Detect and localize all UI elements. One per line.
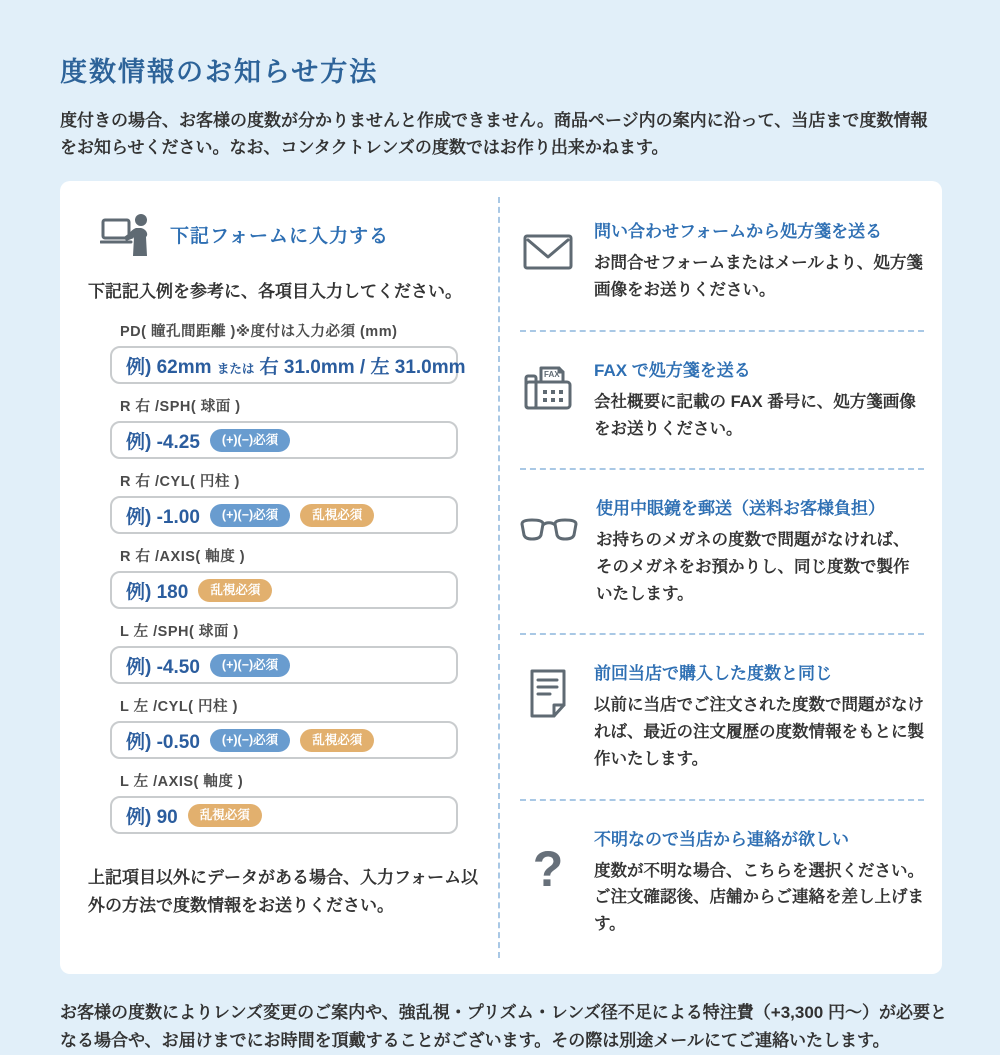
- method-fax: [520, 332, 924, 470]
- astigmatism-required-badge: 乱視必須: [188, 804, 262, 827]
- example-value: 例) -4.50: [126, 656, 200, 678]
- field-label: L 左 /SPH( 球面 ): [120, 624, 239, 641]
- example-value: 例) -4.25: [126, 431, 200, 453]
- pd-input[interactable]: [110, 346, 466, 384]
- method-text: 以前に当店でご注文された度数で問題がなければ、最近の注文履歴の度数情報をもとに製作いたします。: [594, 696, 924, 768]
- methods-column: [500, 181, 942, 973]
- example-value: 例) 180: [126, 581, 189, 603]
- method-text: 度数が不明な場合、こちらを選択ください。ご注文確認後、店舗からご連絡を差し上げます。: [594, 861, 924, 933]
- form-note: 上記項目以外にデータがある場合、入力フォーム以外の方法で度数情報をお送りください。: [88, 868, 479, 915]
- form-header: [100, 211, 500, 257]
- field-label: L 左 /CYL( 円柱 ): [120, 699, 238, 716]
- astigmatism-required-badge: 乱視必須: [300, 504, 374, 527]
- page-title: 度数情報のお知らせ方法: [60, 57, 379, 87]
- person-at-computer-icon: [100, 211, 154, 257]
- plus-minus-required-badge: (+)(−)必須: [210, 429, 290, 452]
- field-label: R 右 /CYL( 円柱 ): [120, 474, 240, 491]
- example-value: 例) 90: [126, 806, 178, 828]
- l-cyl-input[interactable]: [110, 721, 458, 759]
- r-cyl-input[interactable]: [110, 496, 458, 534]
- l-sph-input[interactable]: [110, 646, 458, 684]
- field-pd: [110, 320, 466, 384]
- form-fields: [110, 320, 466, 834]
- glasses-icon: [520, 494, 578, 607]
- form-example-column: [60, 181, 500, 973]
- method-previous-order: [520, 635, 924, 800]
- field-l-cyl: [110, 695, 458, 759]
- question-icon: ?: [532, 840, 564, 897]
- field-label: L 左 /AXIS( 軸度 ): [120, 774, 244, 791]
- example-value: 例) -1.00: [126, 506, 200, 528]
- svg-text:FAX: FAX: [544, 369, 560, 379]
- example-value: 例) -0.50: [126, 731, 200, 753]
- plus-minus-required-badge: (+)(−)必須: [210, 729, 290, 752]
- r-sph-input[interactable]: [110, 421, 458, 459]
- r-axis-input[interactable]: [110, 571, 458, 609]
- plus-minus-required-badge: (+)(−)必須: [210, 654, 290, 677]
- method-title: 問い合わせフォームから処方箋を送る: [594, 222, 883, 242]
- field-r-sph: [110, 395, 458, 459]
- fax-icon: [520, 356, 576, 442]
- method-text: お持ちのメガネの度数で問題がなければ、そのメガネをお預かりし、同じ度数で製作いたします。: [596, 531, 910, 603]
- intro-text: 度付きの場合、お客様の度数が分かりませんと作成できません。商品ページ内の案内に沿って、当店まで度数情報をお知らせください。なお、コンタクトレンズの度数ではお作り出来かねます。: [60, 111, 928, 158]
- field-label: PD( 瞳孔間距離 )※度付は入力必須 (mm): [120, 324, 398, 341]
- plus-minus-required-badge: (+)(−)必須: [210, 504, 290, 527]
- astigmatism-required-badge: 乱視必須: [300, 729, 374, 752]
- method-title: 不明なので当店から連絡が欲しい: [594, 829, 849, 849]
- l-axis-input[interactable]: [110, 796, 458, 834]
- form-instruction: 下記記入例を参考に、各項目入力してください。: [88, 282, 462, 302]
- info-panel: [60, 181, 942, 973]
- astigmatism-required-badge: 乱視必須: [198, 579, 272, 602]
- form-header-title: 下記フォームに入力する: [170, 225, 390, 247]
- method-title: 使用中眼鏡を郵送（送料お客様負担）: [596, 499, 885, 519]
- field-label: R 右 /AXIS( 軸度 ): [120, 549, 246, 566]
- method-contact-form: [520, 187, 924, 331]
- document-icon: [520, 659, 576, 772]
- method-title: 前回当店で購入した度数と同じ: [594, 664, 832, 684]
- field-label: R 右 /SPH( 球面 ): [120, 399, 241, 416]
- field-l-axis: [110, 770, 458, 834]
- field-l-sph: [110, 620, 458, 684]
- pd-example: 例) 62mm または 右 31.0mm / 左 31.0mm: [126, 356, 466, 378]
- method-contact-me: [520, 801, 924, 964]
- method-text: お問合せフォームまたはメールより、処方箋画像をお送りください。: [594, 254, 923, 300]
- field-r-axis: [110, 545, 458, 609]
- method-text: 会社概要に記載の FAX 番号に、処方箋画像をお送りください。: [594, 392, 916, 438]
- method-mail-glasses: [520, 470, 924, 635]
- field-r-cyl: [110, 470, 458, 534]
- footer-note: お客様の度数によりレンズ変更のご案内や、強乱視・プリズム・レンズ径不足による特注費（+3,300 円～）が必要となる場合や、お届けまでにお時間を頂戴することがございます。その際は別途メールにてご連絡いたします。: [60, 1002, 947, 1050]
- envelope-icon: [520, 217, 576, 303]
- method-title: FAX で処方箋を送る: [594, 360, 751, 380]
